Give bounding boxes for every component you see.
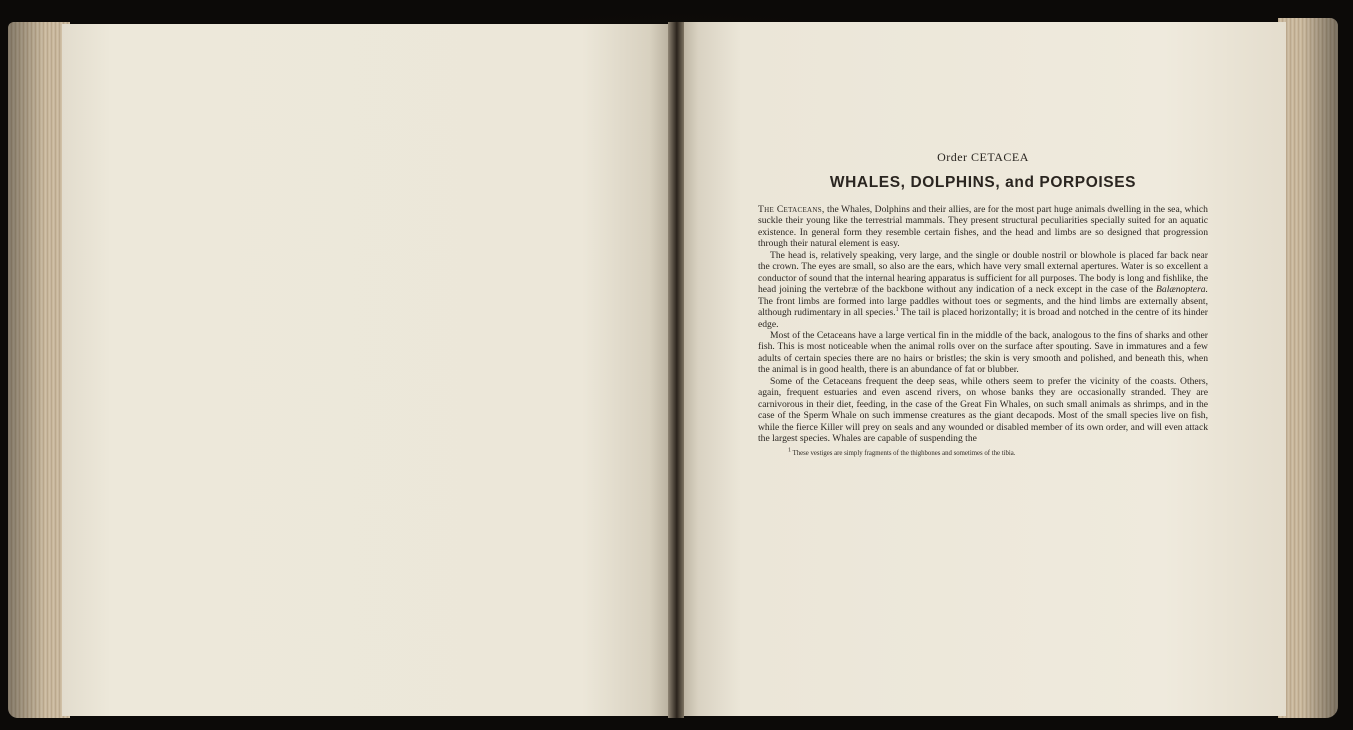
book-gutter xyxy=(668,22,684,718)
right-page-stack-edge xyxy=(1278,18,1338,718)
paragraph-text: the Whales, Dolphins and their allies, are for the most part huge animals dwelling in the sea, which suckle their young like the terrestrial mammals. They present structural peculiarities specially suited for an aquatic existence. In general form they resemble certain fishes, and the head and limbs are so designed that progression through their natural element is easy. xyxy=(758,204,1208,250)
left-page-stack-edge xyxy=(8,22,70,718)
footnote-marker: 1 xyxy=(788,447,791,454)
paragraph-intro xyxy=(758,204,1208,250)
footnote-text: These vestiges are simply fragments of the thighbones and sometimes of the tibia. xyxy=(792,449,1016,457)
paragraph-anatomy xyxy=(758,250,1208,330)
paragraph-habitat: Some of the Cetaceans frequent the deep seas, while others seem to prefer the vicinity of the coasts. Others, again, frequent estuaries and even ascend rivers, on whose banks they are occasionally stranded. They are carnivorous in their diet, feeding, in the case of the Great Fin Whales, on such small animals as shrimps, and in the case of the Sperm Whale on such immense creatures as the giant decapods. Most of the small species live on fish, while the fierce Killer will prey on seals and any wounded or disabled member of its own order, and will even attack the largest species. Whales are capable of suspending the xyxy=(758,375,1208,445)
lead-in-text: The Cetaceans, xyxy=(758,204,825,215)
paragraph-text: The head is, relatively speaking, very large, and the single or double nostril or blowhole is placed far back near the crown. The eyes are small, so also are the ears, which have very small external apertures. Water is so excellent a conductor of sound that the internal hearing apparatus is sufficient for all purposes. The body is long and fishlike, the head joining the vertebræ of the backbone without any indication of a neck except in the case of the xyxy=(758,249,1208,296)
page-text-block xyxy=(758,150,1208,458)
footnote xyxy=(758,449,1208,458)
chapter-heading: WHALES, DOLPHINS, and PORPOISES xyxy=(829,174,1137,191)
paragraph-text: The front limbs are formed into large paddles without toes or segments, and the hind limbs are externally absent, although rudimentary in all species. xyxy=(758,295,1208,319)
genus-name: Balænoptera. xyxy=(1156,284,1208,296)
paragraph-fins: Most of the Cetaceans have a large vertical fin in the middle of the back, analogous to the fins of sharks and other fish. This is most noticeable when the animal rolls over on the surface after spouting. Save in immatures and a few adults of certain species there are no hairs or bristles; the skin is very smooth and polished, and beneath this, when the animal is in good health, there is an abundance of fat or blubber. xyxy=(758,329,1208,376)
paragraph-text: The tail is placed horizontally; it is broad and notched in the centre of its hinder edge. xyxy=(758,307,1208,330)
order-label: Order CETACEA xyxy=(937,150,1029,164)
footnote-ref: 1 xyxy=(895,306,899,313)
left-blank-page xyxy=(62,24,674,716)
